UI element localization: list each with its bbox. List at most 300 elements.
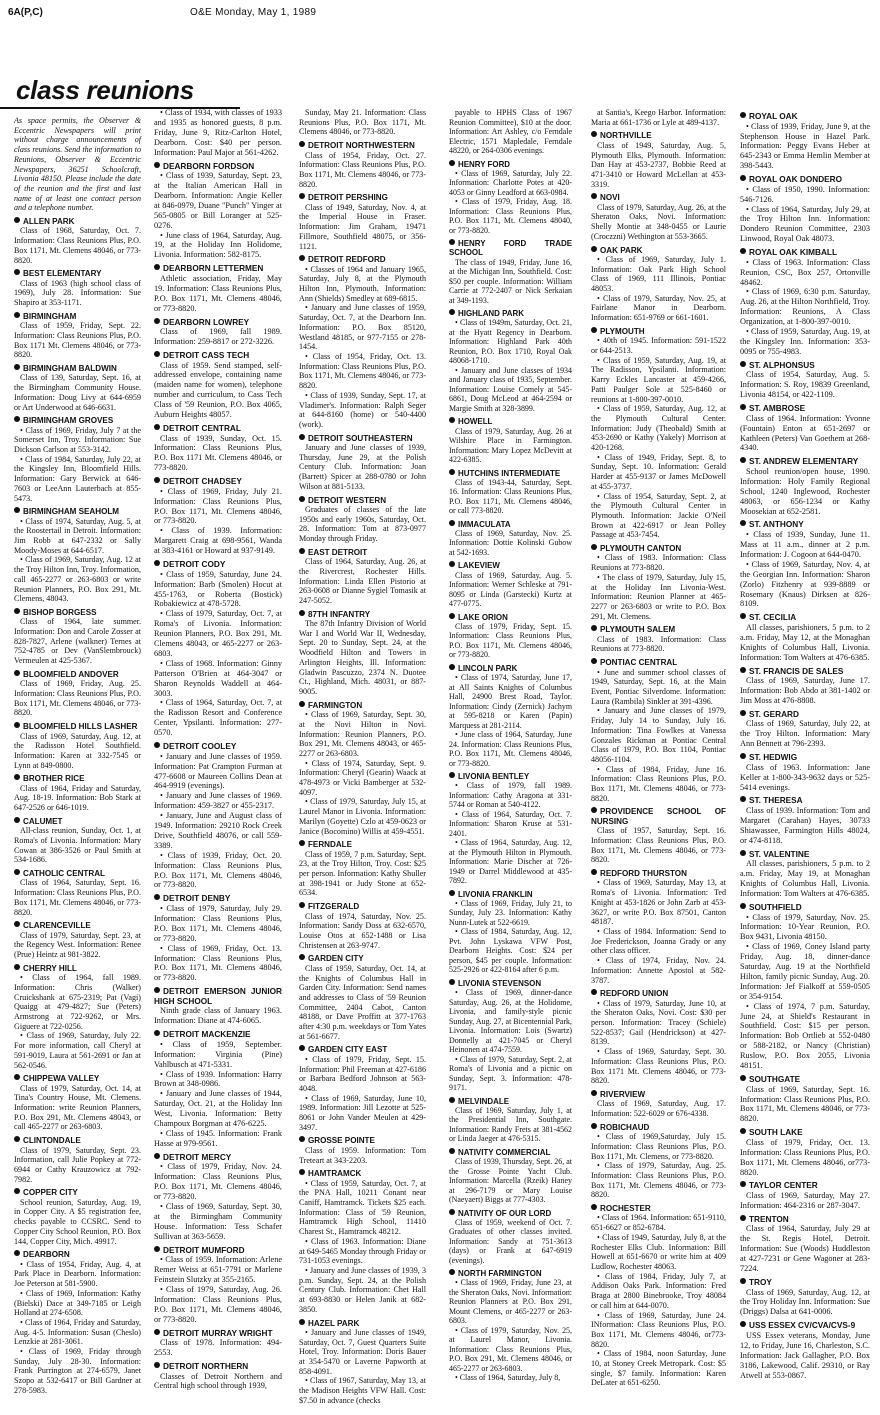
heading-bullet-icon <box>299 1136 305 1142</box>
reunion-listing <box>14 269 141 308</box>
reunion-details: • Class of 1945. Information: Frank Hasse at 979-9561. <box>154 1128 282 1148</box>
column-6 <box>740 108 870 1383</box>
heading-bullet-icon <box>299 548 305 554</box>
reunion-details: • Class of 1964, Saturday, July 8, <box>455 1373 561 1383</box>
heading-bullet-icon <box>449 417 455 423</box>
school-heading <box>740 404 870 414</box>
reunion-details: • Class of 1939, Friday, June 9, at the Stephenson House in Hazel Park. Information: Peggy Evans Heber at 645-2343 or Emma Hemlin Member at 398-5443. <box>740 121 870 171</box>
reunion-details: • Class of 1969, Saturday, June 10, 1989. Information: Jill Lezotte at 525-8061 or John Vander Meulen at 429-3497. <box>299 1093 426 1132</box>
school-heading <box>299 548 426 557</box>
school-name: PONTIAC CENTRAL <box>600 658 678 668</box>
heading-bullet-icon <box>449 309 455 315</box>
heading-bullet-icon <box>449 520 455 526</box>
reunion-details: • Class of 1979, Friday, Sept. 15. Information: Phil Freeman at 427-6186 or Barbara Bedford Johnson at 563-4048. <box>299 1054 426 1093</box>
school-name: HAZEL PARK <box>308 1318 360 1328</box>
school-name: PROVIDENCE SCHOOL OF NURSING <box>591 807 726 826</box>
school-heading <box>14 312 141 321</box>
reunion-details: Class of 1979, Friday, Oct. 13. Information: Class Reunions Plus, P.O. Box 1171, Mt. Clemens 48046, or773-8820. <box>740 1137 870 1177</box>
school-heading <box>154 318 282 328</box>
school-heading <box>449 1209 572 1218</box>
running-head: O&E Monday, May 1, 1989 <box>190 7 317 18</box>
school-name: DETROIT REDFORD <box>308 255 386 265</box>
reunion-details: • Class of 1984, Friday, June 16. Information: Class Reunions Plus, P.O. Box 1171, Mt. Clemens 48046, or 773-8820. <box>591 764 726 803</box>
reunion-details: payable to HPHS Class of 1967 Reunion Committee), $10 at the door. Information: Art Ashley, c/o Ferndale Electric, 1571 Mapledale, Ferndale 48220, or 264-0306 evenings. <box>449 108 572 155</box>
reunion-details: • Class of 1969, Saturday, Sept. 30, at the Novi Hilton in Novi. Information: Reunion Planners, P.O. Box 291, Mt. Clemens 48043, or 465-2277 or 263-6803. <box>299 710 426 758</box>
school-heading <box>14 921 141 930</box>
school-name: FITZGERALD <box>308 902 360 912</box>
reunion-details: • Class of 1939. Information: Harry Brown at 348-0986. <box>154 1069 282 1089</box>
reunion-listing <box>299 255 426 429</box>
school-name: DETROIT CHADSEY <box>163 477 242 487</box>
reunion-listing <box>154 894 282 983</box>
reunion-details: Class of 1939, Sunday, Oct. 15. Information: Class Reunions Plus, P.O. Box 1171 Mt. Clemens 48046, or 773-8820. <box>154 433 282 473</box>
school-heading <box>740 248 870 258</box>
reunion-details: • Class of 1939, Sunday, Sept. 17, at Vladimer's. Information: Ralph Seger at 644-8160 (home) or 540-4400 (work). <box>299 390 426 429</box>
heading-bullet-icon <box>14 416 20 422</box>
school-heading <box>740 1278 870 1288</box>
school-name: SOUTH LAKE <box>749 1128 803 1138</box>
reunion-details: • Class of 1950, 1990. Information: 546-7126. <box>740 184 870 204</box>
school-heading <box>299 610 426 619</box>
school-heading <box>449 520 572 529</box>
reunion-details: • Class of 1984, Friday, July 7, at Addison Oaks Park. Information: Fred Braga at 2800 Binebrooke, Troy 48084 or call him at 644-0070. <box>591 1271 726 1310</box>
reunion-details: Class of 1939. Information: Tom and Margaret (Carahan) Hayes, 30733 Shiawassee, Farmington Hills 48024, or 474-8118. <box>740 806 870 845</box>
reunion-listing <box>591 1123 726 1200</box>
reunion-details: • Class of 1949m, Saturday, Oct. 21, at the Hyatt Regency in Dearborn. Information: Highland Park 40th Reunion, P.O. Box 1710, Royal Oak 48068-1710. <box>449 318 572 366</box>
school-name: DETROIT MACKENZIE <box>163 1030 251 1040</box>
reunion-details: • January and June classes of 1949, Saturday, Oct. 7, Guest Quarters Suite Hotel, Troy. Information: Doris Bauer at 354-5470 or Laverne Papworth at 858-4091. <box>299 1327 426 1376</box>
reunion-listing <box>154 108 282 158</box>
heading-bullet-icon <box>740 796 746 802</box>
reunion-details: Sunday, May 21. Information: Class Reunions Plus, P.O. Box 1171, Mt. Clemens 48046, or 773-8820. <box>299 108 426 137</box>
reunion-details: • 40th of 1945. Information: 591-1522 or 644-2513. <box>591 336 726 355</box>
heading-bullet-icon <box>591 193 597 199</box>
school-heading <box>299 434 426 443</box>
reunion-details: • Class of 1979, Friday, Aug. 18. Information: Class Reunions Plus, P.O. Box 1171, Mt. Clemens 48040, or 773-8820. <box>449 197 572 235</box>
reunion-details: • Class of 1967, Saturday, May 13, at the Madison Heights VFW Hall. Cost: $7.50 in advance (checks <box>299 1376 426 1405</box>
reunion-details: Class of 1969, Saturday, July 1, at the Presidential Inn, Southgate. Information: Randy Frets at 381-4562 or Linda Jaeger at 476-5315. <box>449 1105 572 1144</box>
heading-bullet-icon <box>14 817 20 823</box>
school-heading <box>740 1321 870 1331</box>
heading-bullet-icon <box>591 1204 597 1210</box>
reunion-details: • The class of 1979, Saturday, July 15, at the Holiday Inn Livonia-West. Information: Reunion Planner at 465-2277 or 263-6803 or write to P.O. Box 291, Mt. Clemens. <box>591 572 726 621</box>
school-heading <box>449 613 572 622</box>
school-heading <box>14 1250 141 1259</box>
school-name: CHIPPEWA VALLEY <box>23 1074 100 1084</box>
school-heading <box>14 722 141 731</box>
reunion-listing <box>154 424 282 473</box>
school-heading <box>449 1097 572 1106</box>
school-heading <box>14 416 141 425</box>
reunion-details: • Class of 1959, Saturday, June 24. Information: Barb (Smolen) Hocut at 455-1763, or Roberta (Bostick) Robakiewicz at 478-5728. <box>154 569 282 609</box>
school-name: ST. AMBROSE <box>749 404 806 414</box>
reunion-listing <box>449 1269 572 1383</box>
reunion-details: • January and June classes of 1934 and January class of 1935, September. Information: Louise Comely at 545-6861, Doug McLeod at 464-2594 or Margie Smith at 328-3899. <box>449 365 572 413</box>
school-name: ROBICHAUD <box>600 1122 650 1132</box>
reunion-details: School reunion, Saturday, Aug. 19, in Copper City. A $5 registration fee, checks payable to CCSRC. Send to Copper City School Reunion, P.O. Box 144, Copper City, Mich. 49917. <box>14 1197 141 1246</box>
reunion-listing <box>154 477 282 556</box>
school-name: DETROIT MURRAY WRIGHT <box>163 1328 273 1338</box>
school-heading <box>14 1188 141 1197</box>
heading-bullet-icon <box>449 1269 455 1275</box>
reunion-listing <box>299 1319 426 1406</box>
reunion-details: • Class of 1963. Information: Diane at 649-5465 Monday through Friday or 731-1053 evenings. <box>299 1236 426 1266</box>
reunion-details: • Class of 1939. Information: Margarett Craig at 698-9561, Wanda at 383-4161 or Howard at 937-9149. <box>154 526 282 556</box>
heading-bullet-icon <box>154 560 160 566</box>
school-name: DETROIT CODY <box>163 560 226 570</box>
heading-bullet-icon <box>740 667 746 673</box>
reunion-details: Class of 1959, 7 p.m. Saturday, Sept. 23, at the Troy Hilton, Troy. Cost: $25 per person. Information: Kathy Shuller at 398-1941 or Judy Stone at 652-6534. <box>299 849 426 898</box>
school-name: ST. HEDWIG <box>749 753 798 763</box>
reunion-details: • Class of 1979, Saturday, June 10, at the Sheraton Oaks, Novi. Cost: $30 per person. Information: Tracey (Schiele) 522-8537; Gail (Hendrickson) at 427-8139. <box>591 998 726 1047</box>
reunion-details: Class of 1969, Saturday, Sept. 16. Information: Class Reunions Plus, P.O. Box 1171, Mt. Clemens 48046, or 773-8820. <box>740 1084 870 1124</box>
heading-bullet-icon <box>154 162 160 168</box>
reunion-details: Class of 1978. Information: 494-2553. <box>154 1338 282 1358</box>
school-heading <box>740 1128 870 1138</box>
intro-paragraph: As space permits, the Observer & Eccentric Newspapers will print without charge announcements of class reunions. Send the information to Reunions, Observer & Eccentric Newspapers, 36251 Schoolcraft, Livonia 48150. Please include the date of the reunion and the first and last name of at least one contact person and a telephone number. <box>14 116 141 213</box>
reunion-listing <box>299 141 426 189</box>
school-heading <box>591 1090 726 1099</box>
reunion-details: • January and June classes of 1939, 3 p.m. Sunday, Sept. 24, at the Polish Century Club. Information: Chet Hall at 693-8830 or Helen Janik at 682-3850. <box>299 1266 426 1314</box>
school-heading <box>740 667 870 677</box>
school-heading <box>299 255 426 264</box>
reunion-details: Class of 1939, Thursday, Sept. 26, at the Grosse Pointe Yacht Club. Information: Marcella (Rzeik) Haney at 296-7179 or Mary Louise (Naeyaert) Biggs at 777-4303. <box>449 1157 572 1205</box>
reunion-details: • Class of 1979, Saturday, Sept. 2, at Roma's of Livonia and a picnic on Sunday, Sept. 3. Information: 478-9171. <box>449 1054 572 1093</box>
reunion-listing <box>740 248 870 357</box>
reunion-listing <box>14 507 141 604</box>
reunion-listing <box>299 1136 426 1165</box>
school-heading <box>299 1169 426 1178</box>
heading-bullet-icon <box>449 979 455 985</box>
school-name: BLOOMFIELD ANDOVER <box>23 669 119 679</box>
heading-bullet-icon <box>14 774 20 780</box>
school-heading <box>14 364 141 373</box>
reunion-details: • Class of 1963. Information: Class Reunion, CSC, Box 257, Ortonville 48462. <box>740 257 870 287</box>
school-name: DETROIT SOUTHEASTERN <box>308 433 413 443</box>
reunion-details: Class of 1969, fall 1989. Information: 259-8817 or 272-3226. <box>154 327 282 346</box>
heading-bullet-icon <box>299 1169 305 1175</box>
reunion-details: • Class of 1969, Saturday, Aug. 12 at the Troy Hilton Inn, Troy. Information, call 465-2277 or 263-6803 or write Reunion Planners, P.O. Box 291, Mt. Clemens, 48043. <box>14 555 141 604</box>
reunion-details: The 87th Infantry Division of World War I and World War II, Wednesday, Sept. 20 to Sunday, Sept. 24, at the Woodfield Hilton and Towers in Arlington Heights, Ill. Information: Gladwin Pascuzzo, 2374 N. Duotee Ct., Highland, Mich. 48031, or 887-9005. <box>299 619 426 696</box>
reunion-listing <box>449 520 572 558</box>
heading-bullet-icon <box>154 742 160 748</box>
reunion-details: • Class of 1954, Friday, Aug. 4, at Park Place in Dearborn. Information: Joe Peterson at 581-5900. <box>14 1259 141 1289</box>
school-name: ST. CECILIA <box>749 613 797 623</box>
reunion-details: • Class of 1969, Friday, July 21, to Sunday, July 23. Information: Kathy Nunn-Lutek at 522-6619. <box>449 898 572 927</box>
reunion-listing <box>449 613 572 660</box>
school-name: PLYMOUTH SALEM <box>600 625 676 635</box>
heading-bullet-icon <box>740 361 746 367</box>
reunion-details: • Class of 1959, Saturday, Aug. 19, at the Kingsley Inn. Information: 353-0095 or 755-4983. <box>740 327 870 356</box>
heading-bullet-icon <box>14 608 20 614</box>
school-name: FERNDALE <box>308 840 352 850</box>
reunion-details: • Class of 1964, Saturday, Aug. 12, at the Plymouth Hilton in Plymouth. Information: Marie Discher at 726-1949 or Darrel Middlewood at 435-7892. <box>449 838 572 886</box>
school-name: HENRY FORD <box>458 159 511 169</box>
school-heading <box>14 774 141 783</box>
reunion-listing <box>14 869 141 917</box>
school-name: DETROIT DENBY <box>163 894 231 904</box>
heading-bullet-icon <box>14 1250 20 1256</box>
reunion-details: Class of 1979, Saturday, Sept. 23. Information, call Julie Popkey at 772-6944 or Cathy Krauzowicz at 792-7982. <box>14 1145 141 1184</box>
reunion-details: Class of 1964. Information: Yvonne (Fountain) Enton at 651-2697 or Kathleen (Peters) Van Goethem at 268-4340. <box>740 413 870 453</box>
reunion-details: Class of 1964, late summer. Information: Don and Carole Zosser at 828-7827, Arlene (walkner) Ternes at 752-4785 or Dev (VanSlembrouck) Vermeulen at 425-5367. <box>14 617 141 666</box>
school-name: BIRMINGHAM GROVES <box>23 416 114 426</box>
reunion-listing <box>154 1329 282 1358</box>
school-name: CLINTONDALE <box>23 1136 81 1146</box>
school-heading <box>154 894 282 904</box>
heading-bullet-icon <box>591 131 597 137</box>
reunion-details: Ninth grade class of January 1963. Information: Diane at 474-6065. <box>154 1006 282 1026</box>
reunion-details: • Class of 1969, Saturday, Nov. 4, at the Georgian Inn. Information: Sharon (Zorlo) Fitzhenry at 939-8889 or Rosemary (Knaus) Dirksen at 826-8109. <box>740 559 870 609</box>
reunion-details: • Class of 1959, September. Information: Virginia (Pine) Vahlbusch at 471-5331. <box>154 1039 282 1069</box>
reunion-details: • Class of 1969, Friday, July 21. Information: Class Reunions Plus, P.O. Box 1171, Mt. Clemens 48046, or 773-8820. <box>154 486 282 526</box>
reunion-details: • Class of 1969, Coney Island party Friday, Aug. 18, dinner-dance Saturday, Aug. 19 at the Northfield Hilton, family picnic Sunday, Aug. 20. Information: Jef Fialkoff at 559-0505 or 354-9154. <box>740 942 870 1001</box>
school-name: DETROIT NORTHWESTERN <box>308 141 415 151</box>
school-heading <box>449 979 572 988</box>
reunion-listing <box>740 361 870 400</box>
school-heading <box>740 1075 870 1085</box>
reunion-details: • January and June classes of 1979, Friday, July 14 to Sunday, July 16. Information: Tina Fowlkes at Vanessa Gonzales Rickman at Pontiac Central Class of 1979, P.O. Box 1104, Pontiac 48056-1104. <box>591 706 726 764</box>
reunion-details: Class of 1964, Friday and Saturday, Aug. 18-19. Information: Bob Stark at 647-2526 or 646-1019. <box>14 783 141 813</box>
school-name: DETROIT PERSHING <box>308 193 388 203</box>
reunion-listing <box>299 701 426 837</box>
reunion-details: • Class of 1969, dinner-dance Saturday, Aug. 26, at the Holidome, Livonia, and family-style picnic Sunday, Aug. 27, at Bicentennial Park, Livonia. Information: Lois (Swartz) Donnelly at 421-7045 or Cheryl Heinonen at 474-7559. <box>449 988 572 1055</box>
reunion-details: • Classes of 1964 and January 1965, Saturday, July 8, at the Plymouth Hilton Inn, Plymouth. Information: Ann (Shields) Smedley at 689-6815. <box>299 264 426 303</box>
reunion-details: • Class of 1979, Friday, Nov. 24. Information: Class Reunions Plus, P.O. Box 1171, Mt. Clemens 48046, or 773-8820. <box>154 1162 282 1202</box>
reunion-details: • Class of 1979, Saturday, Aug. 25. Information: Class Reunions Plus, P.O. Box 1171, Mt. Clemens 48046, or 773-8820. <box>591 1161 726 1200</box>
reunion-listing <box>449 1209 572 1266</box>
reunion-listing <box>591 658 726 803</box>
school-name: HUTCHINS INTERMEDIATE <box>458 468 561 478</box>
reunion-details: • Class of 1984. Information: Send to Joe Frederickson, Joanna Grady or any other class officer. <box>591 926 726 956</box>
reunion-listing <box>154 264 282 313</box>
heading-bullet-icon <box>591 869 597 875</box>
school-heading <box>740 361 870 371</box>
school-heading <box>299 1319 426 1328</box>
reunion-listing <box>449 239 572 305</box>
school-heading <box>299 954 426 963</box>
reunion-listing <box>154 162 282 261</box>
reunion-details: • Class of 1983. Information: Class Reunions at 773-8820. <box>591 553 726 573</box>
reunion-listing <box>154 1246 282 1325</box>
reunion-details: • January and June classes of 1959. Information: Pat Crampton Furman at 477-6608 or Maureen Collins Dean at 464-9919 (evenings). <box>154 751 282 791</box>
reunion-listing <box>299 1045 426 1132</box>
school-heading <box>591 1123 726 1132</box>
school-name: ALLEN PARK <box>23 217 75 227</box>
heading-bullet-icon <box>299 193 305 199</box>
reunion-details: Class of 1963. Information: Jane Keller at 1-800-343-9632 days or 525-5414 evenings. <box>740 762 870 792</box>
heading-bullet-icon <box>154 1153 160 1159</box>
school-name: LIVONIA STEVENSON <box>458 978 542 988</box>
reunion-listing <box>14 774 141 813</box>
reunion-listing <box>14 1250 141 1395</box>
column-2 <box>154 108 282 1394</box>
reunion-details: • June and summer school classes of 1949, Saturday, Sept. 16, at the Main Event, Pontiac Silverdome. Information: Laura (Rambila) Sinkler at 391-4396. <box>591 667 726 706</box>
reunion-details: • January and June classes of 1969. Information: 459-3827 or 455-2317. <box>154 791 282 811</box>
heading-bullet-icon <box>449 239 455 245</box>
reunion-listing <box>591 869 726 985</box>
school-name: BISHOP BORGESS <box>23 607 97 617</box>
reunion-listing <box>14 1188 141 1246</box>
school-name: LIVONIA BENTLEY <box>458 772 530 782</box>
reunion-listing <box>740 457 870 516</box>
reunion-details: • Class of 1974, Saturday, June 17, at All Saints Knights of Columbus Hall, 24900 Brest Road, Taylor. Information: Cindy (Zernick) Jachym at 595-8218 or Karen (Papin) Marquess at 281-2114. <box>449 673 572 730</box>
reunion-details: • Class of 1969, 6:30 p.m. Saturday, Aug. 26, at the Hilton Northfield, Troy. Information: Reunions, A Class Organization, at 1-800-397-0010. <box>740 287 870 327</box>
reunion-details: • Class of 1979, Saturday, July 15, at Laurel Manor in Livonia. Information: Marilyn (Goyette) Czlo at 459-0623 or Janice (Bocomino) Willis at 459-4551. <box>299 797 426 836</box>
reunion-listing <box>740 175 870 244</box>
reunion-details: Graduates of classes of the late 1950s and early 1960s, Saturday, Oct. 28. Information: Tom at 873-0977 Monday through Friday. <box>299 504 426 544</box>
reunion-details: Class of 1959. Information: Tom Treteart at 343-2203. <box>299 1145 426 1165</box>
reunion-details: Class of 1943-44, Saturday, Sept. 16. Information: Class Reunions Plus, P.O. Box 1171, Mt. Clemens 48046, or call 773-8820. <box>449 477 572 516</box>
reunion-details: • Class of 1969, Saturday, July 1. Information: Oak Park High School Class of 1969, 111 Illinois, Pontiac 48053. <box>591 254 726 294</box>
column-4 <box>449 108 572 1386</box>
reunion-details: Class of 1964, Saturday, Aug. 26, at the Rivercrest, Rochester Hills. Information: Linda Ellen Pistorio at 263-0608 or Dianne Sygiel Tomasik at 247-5052. <box>299 557 426 605</box>
reunion-details: Class of 1949, Saturday, Aug. 5, Plymouth Elks, Plymouth. Information: Dan Hay at 453-2737, Bobbie Reed at 471-3410 or Howard McLellan at 453-3319. <box>591 140 726 189</box>
school-name: DETROIT MUMFORD <box>163 1245 245 1255</box>
reunion-details: Class of 1954, Saturday, Aug. 5. Information: S. Roy, 19839 Greenland, Livonia 48154, or 422-1109. <box>740 370 870 400</box>
reunion-details: • Class of 1959, Saturday, Oct. 7, at the PNA Hall, 10211 Conant near Caniff, Hamtramck. Tickets $25 each. Information: Class of '59 Reunion, Hamtramck High School, 11410 Charest St., Hamtramck 48212. <box>299 1178 426 1237</box>
school-name: DEARBORN FORDSON <box>163 161 255 171</box>
school-name: SOUTHFIELD <box>749 902 802 912</box>
school-heading <box>299 193 426 202</box>
reunion-listing <box>740 404 870 453</box>
school-heading <box>154 1362 282 1372</box>
reunion-listing <box>740 112 870 171</box>
heading-bullet-icon <box>14 269 20 275</box>
reunion-details: • Class of 1939, Saturday, Sept. 23, at the Italian American Hall in Dearborn. Information: Angie Keller at 846-0979, Duane "Punch" Yinger at 565-0805 or Bill Loranger at 525-0276. <box>154 171 282 230</box>
reunion-listing <box>449 469 572 516</box>
reunion-details: • Class of 1969, Friday, Oct. 13. Information: Class Reunions Plus, P.O. Box 1171, Mt. Clemens 48046, or 773-8820. <box>154 943 282 983</box>
reunion-details: • Class of 1984, noon Saturday, June 10, at Stoney Creek Metropark. Cost: $5 single, $7 family. Information: Karen DeLater at 651-6250. <box>591 1349 726 1388</box>
reunion-listing <box>154 1362 282 1391</box>
school-name: BROTHER RICE <box>23 774 85 784</box>
school-heading <box>449 772 572 781</box>
heading-bullet-icon <box>154 351 160 357</box>
reunion-details: Class of 1964, Saturday, July 29 at the St. Regis Hotel, Detroit. Information: Sue (Woods) Huddleston at 427-7231 or Gene Wagoner at 283-7224. <box>740 1224 870 1274</box>
heading-bullet-icon <box>14 921 20 927</box>
heading-bullet-icon <box>740 1075 746 1081</box>
reunion-details: at Santia's, Keego Harbor. Information: Maria at 661-1736 or Lyle at 489-4137. <box>591 108 726 127</box>
school-name: OAK PARK <box>600 245 643 255</box>
reunion-details: Class of 1969, Saturday, Aug. 12, at the Troy Holiday Inn. Information: Sue (Driggs) Dalsa at 641-0006. <box>740 1287 870 1317</box>
heading-bullet-icon <box>740 520 746 526</box>
school-name: LIVONIA FRANKLIN <box>458 889 533 899</box>
school-name: HIGHLAND PARK <box>458 309 524 319</box>
school-name: BLOOMFIELD HILLS LASHER <box>23 722 138 732</box>
reunion-details: • Class of 1939, Friday, Oct. 20. Information: Class Reunions Plus, P.O. Box 1171, Mt. Clemens 48046, or 773-8820. <box>154 850 282 890</box>
school-heading <box>740 796 870 806</box>
school-heading <box>154 1030 282 1040</box>
reunion-listing <box>740 1128 870 1177</box>
reunion-listing <box>591 108 726 127</box>
heading-bullet-icon <box>154 424 160 430</box>
school-name: USS ESSEX CV/CVA/CVS-9 <box>749 1321 856 1331</box>
school-name: ST. ALPHONSUS <box>749 360 815 370</box>
school-heading <box>299 701 426 710</box>
school-heading <box>449 890 572 899</box>
reunion-listing <box>740 903 870 1071</box>
heading-bullet-icon <box>740 112 746 118</box>
school-name: ROYAL OAK KIMBALL <box>749 248 838 258</box>
reunion-details: Class of 1959, weekend of Oct. 7. Graduates of other classes invited. Information: Sandy at 751-3613 (days) or Frank at 647-6919 (evenings). <box>449 1217 572 1265</box>
reunion-details: • Class of 1964, fall 1989. Information: Chris (Walker) Cruickshank at 675-2319; Pat (Vagi) Quaigg at 479-4827; Sue (Peters) Armstrong at 722-9262, or Mrs. Giguere at 722-0256. <box>14 973 141 1031</box>
heading-bullet-icon <box>299 496 305 502</box>
reunion-details: Class of 1959, Friday, Sept. 22. Information: Class Reunions Plus, P.O. Box 1171 Mt. Clemens 48046, or 773-8820. <box>14 321 141 360</box>
school-heading <box>154 1246 282 1256</box>
school-name: PLYMOUTH CANTON <box>600 544 682 554</box>
reunion-details: Class of 1954, Friday, Oct. 27. Information: Class Reunions Plus, P.O. Box 1171, Mt. Clemens 48046, or 773-8820. <box>299 150 426 189</box>
school-heading <box>449 309 572 318</box>
reunion-details: • Class of 1974, Friday, Nov. 24. Information: Annette Apostol at 582-3787. <box>591 956 726 985</box>
reunion-details: Class of 1959. Send stamped, self-addressed envelope, containing name (maiden name for women), telephone number and curriculum, to Cass Tech Class of '59 Reunion, P.O. Box 4065, Auburn Heights 48057. <box>154 360 282 420</box>
school-heading <box>154 1153 282 1163</box>
heading-bullet-icon <box>449 890 455 896</box>
reunion-listing <box>740 1321 870 1380</box>
reunion-details: Class of 1957, Saturday, Sept. 16. Information: Class Reunions Plus, P.O. Box 1171, Mt. Clemens 48046, or 773-8820. <box>591 826 726 865</box>
reunion-listing <box>154 560 282 738</box>
reunion-details: Class of 139, Saturday, Sept. 16, at the Birmingham Community House. Information: Doug Livy at 644-6959 or Art Underwood at 646-6631. <box>14 373 141 412</box>
reunion-listing <box>299 610 426 697</box>
reunion-details: Class of 1969, Saturday, Aug. 17. Information: 522-6029 or 676-4338. <box>591 1099 726 1119</box>
school-name: DETROIT CASS TECH <box>163 350 250 360</box>
school-name: TAYLOR CENTER <box>749 1181 818 1191</box>
heading-bullet-icon <box>591 658 597 664</box>
school-heading <box>14 670 141 679</box>
school-name: NORTHVILLE <box>600 131 652 141</box>
reunion-details: • Class of 1969, Saturday, July 22. Information: Charlotte Potes at 420-4053 or Ginny Leadford at 663-0984. <box>449 168 572 197</box>
reunion-listing <box>740 1075 870 1124</box>
heading-bullet-icon <box>14 722 20 728</box>
heading-bullet-icon <box>591 544 597 550</box>
heading-bullet-icon <box>154 1246 160 1252</box>
school-heading <box>154 264 282 274</box>
heading-bullet-icon <box>449 160 455 166</box>
reunion-listing <box>14 312 141 360</box>
reunion-details: • Class of 1969, Information: Kathy (Bielski) Dace at 349-7185 or Leigh Holland at 274-6508. <box>14 1288 141 1318</box>
reunion-listing <box>299 954 426 1041</box>
heading-bullet-icon <box>591 625 597 631</box>
reunion-details: • Class of 1964, Saturday, July 29, at the Troy Hilton Inn. Information: Dondero Reunion Committee, 2303 Linwood, Royal Oak 48073. <box>740 204 870 244</box>
heading-bullet-icon <box>740 613 746 619</box>
school-name: BIRMINGHAM SEAHOLM <box>23 507 120 517</box>
heading-bullet-icon <box>299 1319 305 1325</box>
school-heading <box>591 625 726 634</box>
reunion-listing <box>14 921 141 960</box>
reunion-listing <box>299 840 426 898</box>
school-name: GARDEN CITY <box>308 954 364 964</box>
reunion-details: Class of 1974, Saturday, Nov. 25. Information: Sandy Doss at 632-6570, Louise Otos at 652-1488 or Lisa Christensen at 263-9747. <box>299 911 426 950</box>
heading-bullet-icon <box>740 903 746 909</box>
school-name: NORTH FARMINGTON <box>458 1269 542 1279</box>
heading-bullet-icon <box>449 1097 455 1103</box>
heading-bullet-icon <box>14 1188 20 1194</box>
reunion-details: • Class of 1959, Saturday, Aug. 19, at The Radisson, Ypsilanti. Information: Karry Eckles Lancaster at 459-4266, Patti Paulger Sole at 525-8460 or reunions at 1-800-397-0010. <box>591 355 726 404</box>
page-number: 6A(P,C) <box>8 7 43 18</box>
school-heading <box>591 193 726 202</box>
school-name: NATIVITY OF OUR LORD <box>458 1208 552 1218</box>
school-name: BEST ELEMENTARY <box>23 269 102 279</box>
reunion-listing <box>449 890 572 975</box>
school-heading <box>449 469 572 478</box>
school-heading <box>740 457 870 467</box>
school-name: DETROIT CENTRAL <box>163 423 241 433</box>
school-heading <box>740 175 870 185</box>
school-name: GARDEN CITY EAST <box>308 1045 388 1055</box>
school-heading <box>591 544 726 553</box>
reunion-details: Class of 1969, Saturday, July 22, at the Troy Hilton. Information: Mary Ann Bennett at 796-2393. <box>740 719 870 749</box>
school-heading <box>449 1148 572 1157</box>
school-name: DETROIT NORTHERN <box>163 1361 249 1371</box>
